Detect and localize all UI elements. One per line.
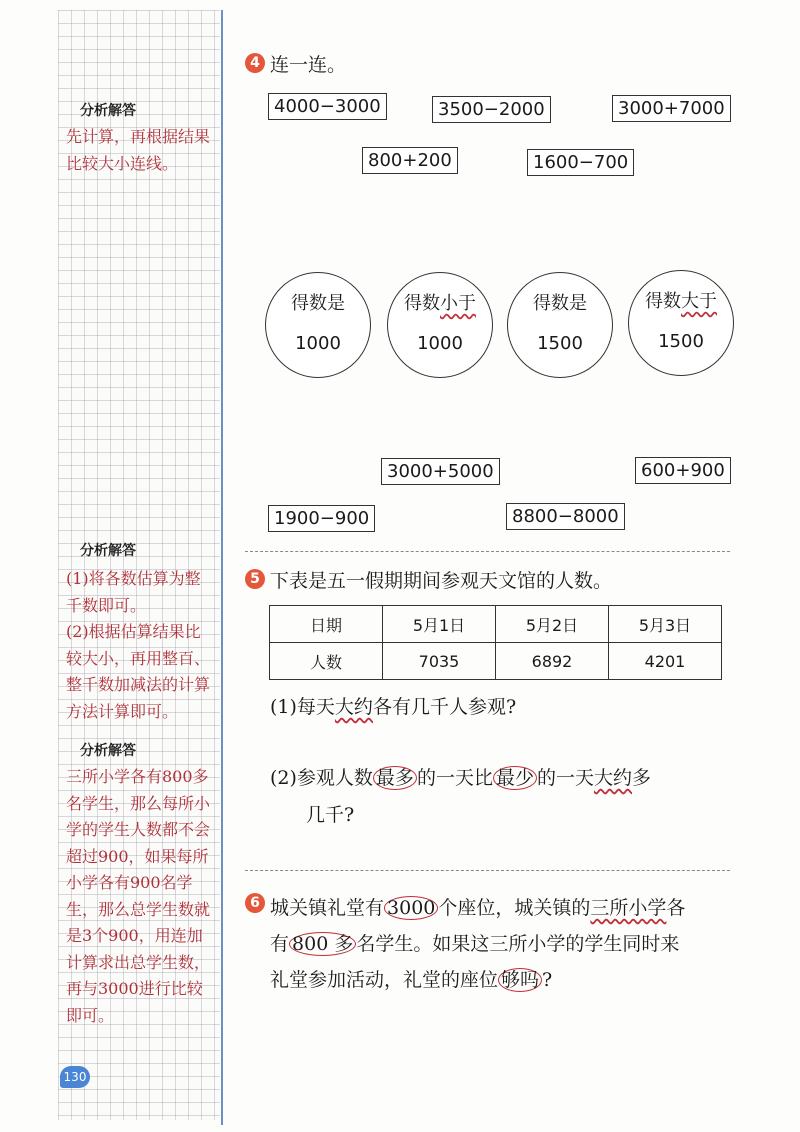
analysis-title-3: 分析解答 bbox=[74, 740, 142, 760]
circle-label-a: 得数 bbox=[645, 291, 681, 312]
emphasis-text: 大约 bbox=[593, 767, 632, 789]
table-cell: 6892 bbox=[496, 643, 609, 680]
circle-label-a: 得数 bbox=[404, 293, 440, 314]
circle-value: 1500 bbox=[658, 331, 704, 352]
answer-circle-equals-1500[interactable] bbox=[507, 272, 613, 378]
circled-text: 最多 bbox=[373, 766, 417, 790]
analysis-title-2: 分析解答 bbox=[74, 540, 142, 560]
text-part: (2)参观人数 bbox=[270, 767, 373, 789]
expr-box-3500-2000[interactable]: 3500−2000 bbox=[432, 96, 551, 123]
circled-text: 最少 bbox=[493, 766, 537, 790]
question-6-text bbox=[270, 890, 730, 998]
text-part: 城关镇礼堂有 bbox=[270, 897, 385, 919]
question-5-sub-1 bbox=[270, 692, 516, 719]
question-4-number: 4 bbox=[245, 53, 265, 73]
emphasis-text: 三所小学 bbox=[590, 897, 667, 919]
analysis-note-3: 三所小学各有800多名学生，那么每所小学的学生人数都不会超过900，如果每所小学各有900名学生，那么总学生数就是3个900，用连加计算求出总学生数，再与3000进行比较即可。 bbox=[66, 767, 211, 1025]
circled-text: 800 多 bbox=[289, 932, 356, 956]
answer-circle-greater-than-1500[interactable] bbox=[628, 270, 734, 376]
section-divider-2 bbox=[245, 870, 730, 871]
text-part: 各有几千人参观? bbox=[372, 696, 517, 718]
page-number: 130 bbox=[60, 1066, 90, 1088]
expr-box-8800-8000[interactable]: 8800−8000 bbox=[506, 503, 625, 530]
text-part: 有 bbox=[270, 933, 290, 955]
table-header-cell: 5月2日 bbox=[496, 606, 609, 643]
question-5-number: 5 bbox=[245, 569, 265, 589]
analysis-title-1: 分析解答 bbox=[74, 100, 142, 120]
question-5-sub-2 bbox=[270, 763, 651, 790]
question-5-title: 下表是五一假期期间参观天文馆的人数。 bbox=[270, 570, 613, 592]
expr-box-600+900[interactable]: 600+900 bbox=[635, 457, 731, 484]
question-6-number: 6 bbox=[245, 893, 265, 913]
table-cell: 人数 bbox=[270, 643, 383, 680]
text-part: 的一天比 bbox=[416, 767, 493, 789]
question-5-sub-2-cont: 几千? bbox=[306, 804, 355, 826]
circle-value: 1500 bbox=[537, 333, 583, 354]
analysis-note-2a: (1)将各数估算为整千数即可。 bbox=[66, 569, 201, 615]
answer-circle-equals-1000[interactable] bbox=[265, 272, 371, 378]
text-part: ? bbox=[542, 969, 553, 991]
table-header-cell: 5月3日 bbox=[609, 606, 722, 643]
expr-box-800+200[interactable]: 800+200 bbox=[362, 147, 458, 174]
circle-label bbox=[629, 287, 733, 313]
answer-circle-less-than-1000[interactable] bbox=[387, 272, 493, 378]
circle-label-emphasis: 小于 bbox=[440, 293, 476, 314]
table-row bbox=[270, 606, 722, 643]
table-header-cell: 5月1日 bbox=[383, 606, 496, 643]
question-4-title: 连一连。 bbox=[270, 54, 347, 76]
circle-label bbox=[388, 289, 492, 315]
expr-box-1900-900[interactable]: 1900−900 bbox=[268, 505, 375, 532]
text-part: (1)每天 bbox=[270, 696, 335, 718]
circle-value: 1000 bbox=[417, 333, 463, 354]
text-part: 的一天 bbox=[536, 767, 594, 789]
table-cell: 4201 bbox=[609, 643, 722, 680]
visitor-table bbox=[269, 605, 722, 680]
margin-divider bbox=[221, 10, 223, 1125]
expr-box-3000+5000[interactable]: 3000+5000 bbox=[381, 458, 500, 485]
expr-box-3000+7000[interactable]: 3000+7000 bbox=[612, 95, 731, 122]
section-divider-1 bbox=[245, 551, 730, 552]
circle-label: 得数是 bbox=[533, 293, 587, 314]
circle-value: 1000 bbox=[295, 333, 341, 354]
table-cell: 7035 bbox=[383, 643, 496, 680]
analysis-note-2b: (2)根据估算结果比较大小，再用整百、整千数加减法的计算方法计算即可。 bbox=[66, 622, 211, 721]
table-header-cell: 日期 bbox=[270, 606, 383, 643]
analysis-note-1: 先计算，再根据结果比较大小连线。 bbox=[66, 127, 211, 173]
circle-label: 得数是 bbox=[291, 293, 345, 314]
text-part: 礼堂参加活动，礼堂的座位 bbox=[270, 969, 499, 991]
emphasis-text: 大约 bbox=[334, 696, 373, 718]
text-part: 个座位，城关镇的 bbox=[438, 897, 591, 919]
expr-box-1600-700[interactable]: 1600−700 bbox=[527, 149, 634, 176]
circle-label-emphasis: 大于 bbox=[681, 291, 717, 312]
expr-box-4000-3000[interactable]: 4000−3000 bbox=[268, 93, 387, 120]
circled-text: 够吗 bbox=[498, 968, 542, 992]
text-part: 各 bbox=[666, 897, 686, 919]
text-part: 名学生。如果这三所小学的学生同时来 bbox=[356, 933, 680, 955]
circled-text: 3000 bbox=[384, 896, 438, 920]
text-part: 多 bbox=[632, 767, 652, 789]
table-row bbox=[270, 643, 722, 680]
